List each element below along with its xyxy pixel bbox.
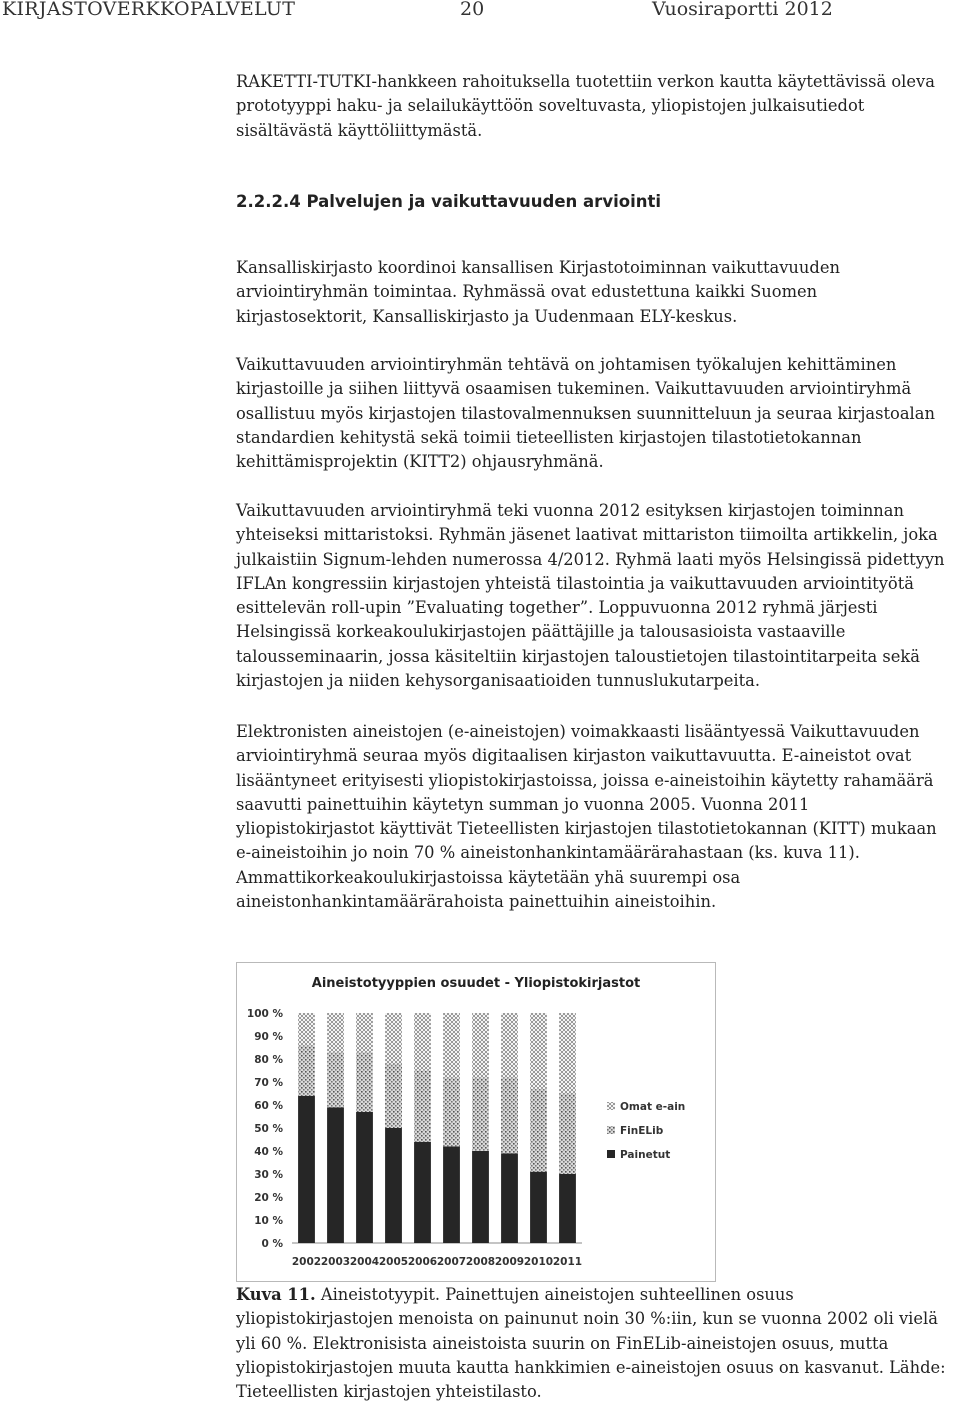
figure-caption [236, 1283, 956, 1404]
y-tick-label: 20 % [254, 1192, 283, 1204]
bar-segment-finelib [298, 1045, 315, 1096]
y-tick-label: 60 % [254, 1100, 283, 1112]
x-tick-label: 2006 [407, 1256, 438, 1268]
bar-segment-omat-e-ain [356, 1013, 373, 1052]
x-tick-label: 2003 [320, 1256, 351, 1268]
y-tick-label: 50 % [254, 1123, 283, 1135]
legend-swatch [607, 1150, 615, 1158]
bar-segment-painetut [530, 1172, 547, 1243]
bar-segment-finelib [443, 1077, 460, 1146]
chart-aineistotyypit [236, 962, 716, 1282]
header-report-title: Vuosiraportti 2012 [652, 0, 833, 20]
y-tick-label: 30 % [254, 1169, 283, 1181]
bar-segment-omat-e-ain [385, 1013, 402, 1064]
y-tick-label: 40 % [254, 1146, 283, 1158]
bar-segment-finelib [327, 1052, 344, 1107]
y-tick-label: 100 % [246, 1008, 283, 1020]
x-tick-label: 2002 [291, 1256, 322, 1268]
bar-segment-painetut [298, 1096, 315, 1243]
x-tick-label: 2011 [552, 1256, 583, 1268]
header-series-title: KIRJASTOVERKKOPALVELUT [2, 0, 296, 20]
bar-segment-finelib [385, 1064, 402, 1128]
caption-text: Aineistotyypit. Painettujen aineistojen suhteellinen osuus yliopistokirjastojen menoista on painunut noin 30 %:iin, kun se vuonna 2002 oli vielä yli 60 %. Elektronisista aineistoista suurin on FinELib-aineistojen osuus, mutta yliopistokirjastojen muuta kautta hankkimien e-aineistojen osuus on kasvanut. Lähde: Tieteellisten kirjastojen yhteistilasto. [236, 1285, 946, 1402]
legend-label: Omat e-ain [620, 1101, 686, 1113]
bar-segment-painetut [414, 1142, 431, 1243]
bar-segment-omat-e-ain [443, 1013, 460, 1077]
paragraph-e-aineistot: Elektronisten aineistojen (e-aineistojen) voimakkaasti lisääntyessä Vaikuttavuuden arviointiryhmä seuraa myös digitaalisen kirjaston vaikuttavuutta. E-aineistot ovat lisääntyneet erityisesti yliopistokirjastoissa, joissa e-aineistoihin käytetty rahamäärä saavutti painettuihin käytetyn summan jo vuonna 2005. Vuonna 2011 yliopistokirjastot käyttivät Tieteellisten kirjastojen tilastotietokannan (KITT) mukaan e-aineistoihin jo noin 70 % aineistonhankintamäärärahastaan (ks. kuva 11). Ammattikorkeakoulukirjastoissa käytetään yhä suurempi osa aineistonhankintamäärärahoista painettuihin aineistoihin. [236, 722, 937, 912]
bar-segment-painetut [356, 1112, 373, 1243]
bar-segment-painetut [443, 1146, 460, 1243]
y-tick-label: 90 % [254, 1031, 283, 1043]
bar-segment-painetut [501, 1153, 518, 1243]
bar-segment-painetut [385, 1128, 402, 1243]
y-tick-label: 70 % [254, 1077, 283, 1089]
y-tick-label: 80 % [254, 1054, 283, 1066]
bar-segment-finelib [501, 1077, 518, 1153]
bar-segment-finelib [559, 1094, 576, 1175]
legend-label: FinELib [620, 1125, 664, 1137]
y-tick-label: 10 % [254, 1215, 283, 1227]
x-tick-label: 2008 [465, 1256, 496, 1268]
x-tick-label: 2007 [436, 1256, 467, 1268]
paragraph-arviointiryhma-tehtava: Vaikuttavuuden arviointiryhmän tehtävä on johtamisen työkalujen kehittäminen kirjastoille ja siihen liittyvä osaamisen tukeminen. Vaikuttavuuden arviointiryhmä osallistuu myös kirjastojen tilastovalmennuksen suunnitteluun ja seuraa kirjastoalan standardien kehitystä sekä toimii tieteellisten kirjastojen tilastotietokannan kehittämisprojektin (KITT2) ohjausryhmänä. [236, 355, 935, 472]
bar-segment-omat-e-ain [327, 1013, 344, 1052]
paragraph-raketti: RAKETTI-TUTKI-hankkeen rahoituksella tuotettiin verkon kautta käytettävissä oleva prototyyppi haku- ja selailukäyttöön soveltuvasta, yliopistojen julkaisutiedot sisältävästä käyttöliittymästä. [236, 72, 935, 140]
paragraph-mittaristo: Vaikuttavuuden arviointiryhmä teki vuonna 2012 esityksen kirjastojen toiminnan yhteiseksi mittaristoksi. Ryhmän jäsenet laativat mittariston tiimoilta artikkelin, joka julkaistiin Signum-lehden numerossa 4/2012. Ryhmä laati myös Helsingissä pidettyyn IFLAn kongressiin kirjastojen yhteistä tilastointia ja vaikuttavuuden arviointityötä esittelevän roll-upin ”Evaluating together”. Loppuvuonna 2012 ryhmä järjesti Helsingissä korkeakoulukirjastojen päättäjille ja talousasioista vastaaville talousseminaarin, jossa käsiteltiin kirjastojen taloustietojen tilastointitarpeita sekä kirjastojen ja niiden kehysorganisaatioiden tunnuslukutarpeita. [236, 501, 945, 691]
bar-segment-painetut [472, 1151, 489, 1243]
bar-segment-omat-e-ain [501, 1013, 518, 1077]
bar-segment-omat-e-ain [530, 1013, 547, 1089]
section-heading: 2.2.2.4 Palvelujen ja vaikuttavuuden arviointi [236, 192, 662, 211]
caption-label: Kuva 11. [236, 1285, 316, 1304]
legend-swatch [607, 1102, 615, 1110]
y-tick-label: 0 % [261, 1238, 283, 1250]
x-tick-label: 2009 [494, 1256, 525, 1268]
bar-segment-finelib [472, 1077, 489, 1151]
x-tick-label: 2005 [378, 1256, 409, 1268]
bar-segment-omat-e-ain [414, 1013, 431, 1071]
bar-segment-omat-e-ain [472, 1013, 489, 1077]
bar-segment-finelib [414, 1071, 431, 1142]
chart-title: Aineistotyyppien osuudet - Yliopistokirjastot [311, 976, 641, 991]
legend-label: Painetut [620, 1149, 671, 1161]
bar-segment-finelib [530, 1089, 547, 1172]
chart-canvas [237, 963, 715, 1281]
bar-segment-finelib [356, 1052, 373, 1112]
bar-segment-painetut [559, 1174, 576, 1243]
x-tick-label: 2010 [523, 1256, 554, 1268]
paragraph-kansalliskirjasto: Kansalliskirjasto koordinoi kansallisen Kirjastotoiminnan vaikuttavuuden arviointiryhmän toimintaa. Ryhmässä ovat edustettuna kaikki Suomen kirjastosektorit, Kansalliskirjasto ja Uudenmaan ELY-keskus. [236, 258, 840, 326]
x-tick-label: 2004 [349, 1256, 380, 1268]
bar-segment-painetut [327, 1107, 344, 1243]
bar-segment-omat-e-ain [559, 1013, 576, 1094]
running-header [0, 0, 960, 28]
page-number: 20 [460, 0, 485, 20]
legend-swatch [607, 1126, 615, 1134]
bar-segment-omat-e-ain [298, 1013, 315, 1045]
